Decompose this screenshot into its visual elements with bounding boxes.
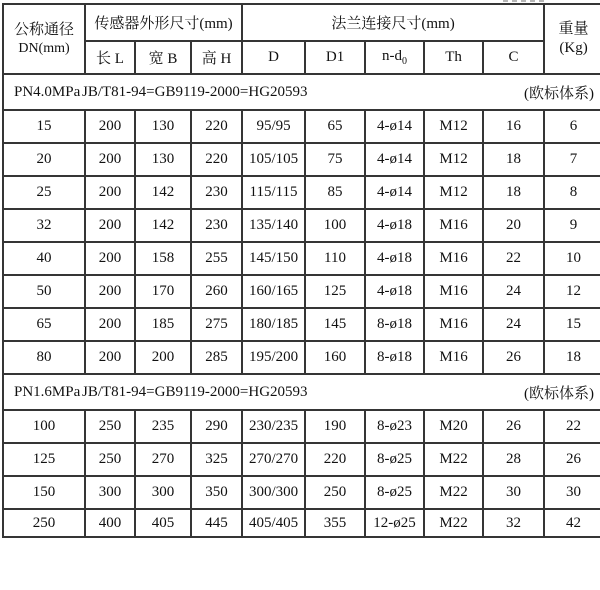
- value-cell: 260: [191, 275, 242, 308]
- clipped-text-artifact: [503, 0, 547, 2]
- value-cell: 200: [85, 341, 135, 374]
- value-cell: 200: [85, 209, 135, 242]
- table-row: [3, 341, 600, 374]
- value-cell: 42: [544, 509, 600, 537]
- value-cell: 22: [544, 410, 600, 443]
- value-cell: 235: [135, 410, 191, 443]
- value-cell: 160: [305, 341, 365, 374]
- value-cell: 22: [483, 242, 544, 275]
- value-cell: 16: [483, 110, 544, 143]
- dn-value-cell: 15: [3, 110, 85, 143]
- value-cell: 4-ø14: [365, 176, 424, 209]
- value-cell: 142: [135, 209, 191, 242]
- value-cell: 100: [305, 209, 365, 242]
- value-cell: M16: [424, 341, 483, 374]
- value-cell: 115/115: [242, 176, 305, 209]
- value-cell: 18: [483, 176, 544, 209]
- col-header-height-h: 高 H: [191, 41, 242, 74]
- value-cell: 85: [305, 176, 365, 209]
- table-row: [3, 143, 600, 176]
- value-cell: 220: [191, 143, 242, 176]
- value-cell: 405: [135, 509, 191, 537]
- value-cell: 230/235: [242, 410, 305, 443]
- value-cell: 185: [135, 308, 191, 341]
- value-cell: 200: [85, 176, 135, 209]
- dn-value-cell: 125: [3, 443, 85, 476]
- value-cell: 145/150: [242, 242, 305, 275]
- value-cell: 6: [544, 110, 600, 143]
- dn-value-cell: 32: [3, 209, 85, 242]
- value-cell: 195/200: [242, 341, 305, 374]
- value-cell: 4-ø18: [365, 209, 424, 242]
- value-cell: 160/165: [242, 275, 305, 308]
- value-cell: 300/300: [242, 476, 305, 509]
- dn-value-cell: 100: [3, 410, 85, 443]
- dn-value-cell: 80: [3, 341, 85, 374]
- value-cell: 8-ø18: [365, 308, 424, 341]
- value-cell: 65: [305, 110, 365, 143]
- value-cell: 26: [544, 443, 600, 476]
- col-header-nominal-diameter: [3, 4, 85, 74]
- value-cell: 158: [135, 242, 191, 275]
- table-body: [3, 74, 600, 537]
- dn-value-cell: 150: [3, 476, 85, 509]
- value-cell: M20: [424, 410, 483, 443]
- value-cell: 325: [191, 443, 242, 476]
- col-header-th: Th: [424, 41, 483, 74]
- table-row: [3, 242, 600, 275]
- value-cell: 445: [191, 509, 242, 537]
- value-cell: 400: [85, 509, 135, 537]
- standard-note-label: (欧标体系): [524, 385, 595, 402]
- standard-note-label: (欧标体系): [524, 85, 595, 102]
- value-cell: 18: [544, 341, 600, 374]
- pressure-rating-label: PN4.0MPa: [14, 83, 81, 100]
- pressure-rating-label: PN1.6MPa: [14, 383, 81, 400]
- table-row: [3, 209, 600, 242]
- value-cell: 8: [544, 176, 600, 209]
- value-cell: 24: [483, 308, 544, 341]
- value-cell: 28: [483, 443, 544, 476]
- value-cell: 130: [135, 110, 191, 143]
- col-group-sensor-dimensions: 传感器外形尺寸(mm): [85, 4, 242, 41]
- value-cell: 110: [305, 242, 365, 275]
- section-header-row: [3, 374, 600, 410]
- value-cell: 300: [85, 476, 135, 509]
- value-cell: 105/105: [242, 143, 305, 176]
- dn-value-cell: 40: [3, 242, 85, 275]
- value-cell: 250: [305, 476, 365, 509]
- value-cell: M16: [424, 209, 483, 242]
- value-cell: 270/270: [242, 443, 305, 476]
- value-cell: 30: [544, 476, 600, 509]
- value-cell: 32: [483, 509, 544, 537]
- value-cell: 300: [135, 476, 191, 509]
- col-header-c: C: [483, 41, 544, 74]
- value-cell: 285: [191, 341, 242, 374]
- value-cell: M12: [424, 176, 483, 209]
- weight-label-cn: 重量: [558, 20, 589, 37]
- value-cell: 145: [305, 308, 365, 341]
- value-cell: M16: [424, 308, 483, 341]
- section-header-cell: [3, 374, 600, 410]
- value-cell: 200: [135, 341, 191, 374]
- nominal-diameter-label-cn: 公称通径: [13, 21, 74, 38]
- value-cell: 180/185: [242, 308, 305, 341]
- value-cell: 8-ø23: [365, 410, 424, 443]
- value-cell: 10: [544, 242, 600, 275]
- value-cell: 200: [85, 242, 135, 275]
- nd0-subscript: 0: [402, 56, 408, 67]
- value-cell: 200: [85, 110, 135, 143]
- value-cell: 4-ø18: [365, 275, 424, 308]
- value-cell: 230: [191, 209, 242, 242]
- dn-value-cell: 50: [3, 275, 85, 308]
- value-cell: 250: [85, 410, 135, 443]
- table-row: [3, 476, 600, 509]
- value-cell: 4-ø18: [365, 242, 424, 275]
- value-cell: M12: [424, 110, 483, 143]
- value-cell: 190: [305, 410, 365, 443]
- value-cell: 9: [544, 209, 600, 242]
- value-cell: M22: [424, 476, 483, 509]
- value-cell: 4-ø14: [365, 110, 424, 143]
- value-cell: 255: [191, 242, 242, 275]
- value-cell: 18: [483, 143, 544, 176]
- value-cell: M12: [424, 143, 483, 176]
- col-group-flange-dimensions: 法兰连接尺寸(mm): [242, 4, 544, 41]
- col-header-width-b: 宽 B: [135, 41, 191, 74]
- value-cell: 15: [544, 308, 600, 341]
- nominal-diameter-label-dn: DN(mm): [18, 40, 70, 56]
- nd0-main: n-d: [382, 48, 403, 64]
- value-cell: 355: [305, 509, 365, 537]
- value-cell: 95/95: [242, 110, 305, 143]
- value-cell: 250: [85, 443, 135, 476]
- table-row: [3, 509, 600, 537]
- value-cell: 12-ø25: [365, 509, 424, 537]
- value-cell: 8-ø18: [365, 341, 424, 374]
- table-row: [3, 176, 600, 209]
- table-row: [3, 308, 600, 341]
- value-cell: M16: [424, 275, 483, 308]
- standard-reference-label: JB/T81-94=GB9119-2000=HG20593: [82, 383, 308, 400]
- value-cell: 405/405: [242, 509, 305, 537]
- value-cell: 200: [85, 143, 135, 176]
- value-cell: 12: [544, 275, 600, 308]
- value-cell: 24: [483, 275, 544, 308]
- value-cell: 200: [85, 275, 135, 308]
- table-row: [3, 410, 600, 443]
- value-cell: M22: [424, 509, 483, 537]
- value-cell: 125: [305, 275, 365, 308]
- value-cell: 270: [135, 443, 191, 476]
- table-row: [3, 275, 600, 308]
- value-cell: 20: [483, 209, 544, 242]
- section-header-row: [3, 74, 600, 110]
- value-cell: 290: [191, 410, 242, 443]
- col-header-length-l: 长 L: [85, 41, 135, 74]
- col-header-weight: [544, 4, 600, 74]
- value-cell: 30: [483, 476, 544, 509]
- value-cell: 170: [135, 275, 191, 308]
- value-cell: 8-ø25: [365, 443, 424, 476]
- dn-value-cell: 20: [3, 143, 85, 176]
- value-cell: 4-ø14: [365, 143, 424, 176]
- dn-value-cell: 65: [3, 308, 85, 341]
- value-cell: M16: [424, 242, 483, 275]
- section-header-cell: [3, 74, 600, 110]
- col-header-nd0: [365, 41, 424, 74]
- value-cell: 26: [483, 410, 544, 443]
- value-cell: M22: [424, 443, 483, 476]
- value-cell: 350: [191, 476, 242, 509]
- col-header-d1: D1: [305, 41, 365, 74]
- value-cell: 220: [191, 110, 242, 143]
- value-cell: 200: [85, 308, 135, 341]
- standard-reference-label: JB/T81-94=GB9119-2000=HG20593: [82, 83, 308, 100]
- dimension-spec-table: [2, 3, 600, 538]
- value-cell: 275: [191, 308, 242, 341]
- value-cell: 142: [135, 176, 191, 209]
- table-header: [3, 4, 600, 74]
- dn-value-cell: 250: [3, 509, 85, 537]
- value-cell: 75: [305, 143, 365, 176]
- value-cell: 220: [305, 443, 365, 476]
- value-cell: 26: [483, 341, 544, 374]
- col-header-d: D: [242, 41, 305, 74]
- value-cell: 230: [191, 176, 242, 209]
- value-cell: 135/140: [242, 209, 305, 242]
- value-cell: 8-ø25: [365, 476, 424, 509]
- value-cell: 7: [544, 143, 600, 176]
- dn-value-cell: 25: [3, 176, 85, 209]
- table-row: [3, 443, 600, 476]
- weight-label-unit: (Kg): [559, 40, 588, 56]
- table-row: [3, 110, 600, 143]
- value-cell: 130: [135, 143, 191, 176]
